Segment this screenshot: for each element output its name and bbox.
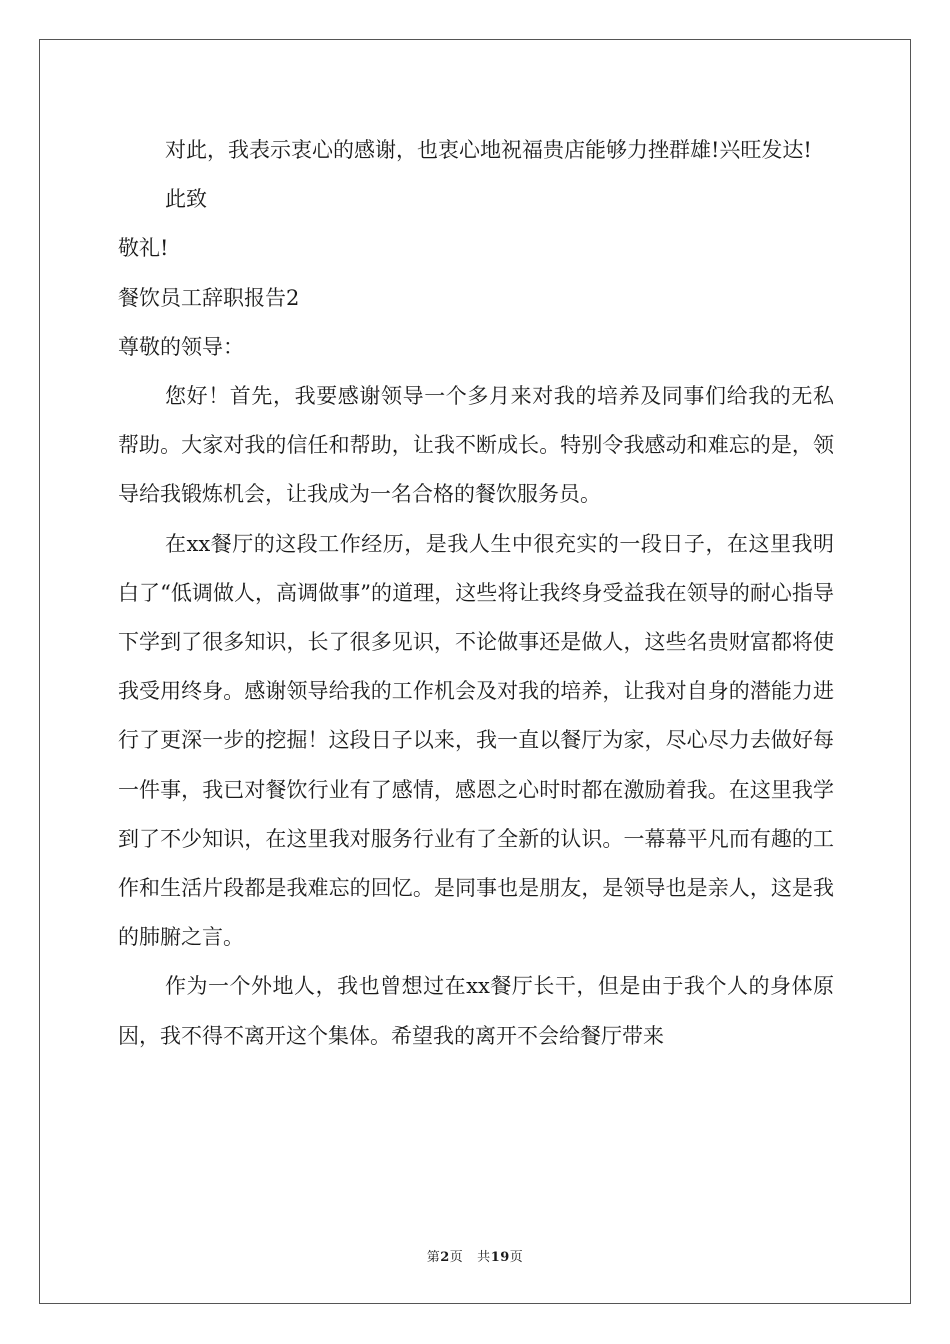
page-suffix: 页 — [449, 1250, 464, 1265]
paragraph-opening: 您好！首先，我要感谢领导一个多月来对我的培养及同事们给我的无私帮助。大家对我的信任和帮助，让我不断成长。特别令我感动和难忘的是，领导给我锻炼机会，让我成为一名合格的餐饮服务员。 — [118, 384, 834, 507]
page-footer — [0, 1246, 950, 1265]
paragraph-experience: 在xx餐厅的这段工作经历，是我人生中很充实的一段日子，在这里我明白了“低调做人，高调做事”的道理，这些将让我终身受益我在领导的耐心指导下学到了很多知识，长了很多见识，不论做事还是做人，这些名贵财富都将使我受用终身。感谢领导给我的工作机会及对我的培养，让我对自身的潜能力进行了更深一步的挖掘！这段日子以来，我一直以餐厅为家，尽心尽力去做好每一件事，我已对餐饮行业有了感情，感恩之心时时都在激励着我。在这里我学到了不少知识，在这里我对服务行业有了全新的认识。一幕幕平凡而有趣的工作和生活片段都是我难忘的回忆。是同事也是朋友，是领导也是亲人，这是我的肺腑之言。 — [118, 531, 834, 950]
total-suffix: 页 — [509, 1250, 524, 1265]
greeting: 尊敬的领导： — [118, 334, 244, 359]
closing-regards: 敬礼! — [118, 236, 169, 261]
paragraph-reason: 作为一个外地人，我也曾想过在xx餐厅长干，但是由于我个人的身体原因，我不得不离开这个集体。希望我的离开不会给餐厅带来 — [118, 974, 834, 1048]
page-number: 2 — [440, 1250, 450, 1265]
closing-salutation: 此致 — [165, 187, 207, 212]
total-pages: 19 — [490, 1250, 510, 1265]
total-prefix: 共 — [477, 1250, 491, 1265]
page-prefix: 第 — [426, 1250, 441, 1265]
document-body — [118, 126, 834, 1061]
paragraph-thanks: 对此，我表示衷心的感谢，也衷心地祝福贵店能够力挫群雄!兴旺发达! — [165, 138, 812, 162]
section-title: 餐饮员工辞职报告2 — [118, 285, 300, 310]
